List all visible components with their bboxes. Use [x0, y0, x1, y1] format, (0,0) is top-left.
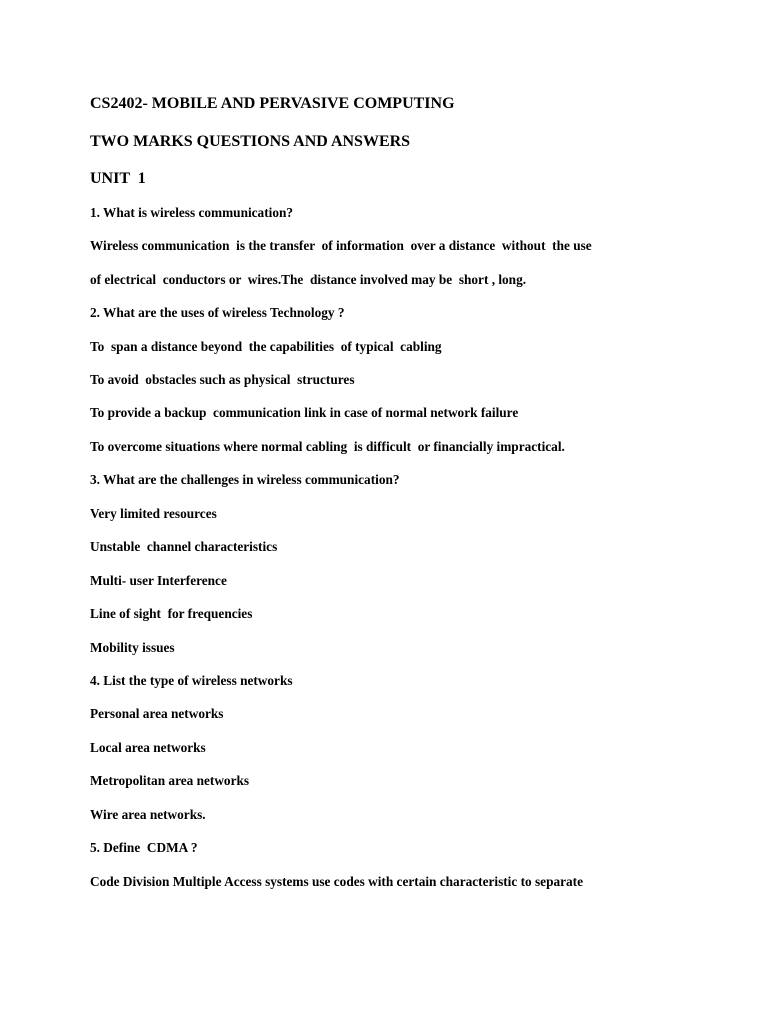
answer-2-line-2: To avoid obstacles such as physical structures: [90, 372, 355, 387]
question-5: 5. Define CDMA ?: [90, 840, 198, 855]
question-4: 4. List the type of wireless networks: [90, 673, 293, 688]
answer-3-line-4: Line of sight for frequencies: [90, 606, 253, 621]
question-3: 3. What are the challenges in wireless communication?: [90, 472, 400, 487]
answer-2-line-4: To overcome situations where normal cabling is difficult or financially impractical.: [90, 439, 565, 454]
document-subtitle: TWO MARKS QUESTIONS AND ANSWERS: [90, 133, 411, 150]
answer-1-line-2: of electrical conductors or wires.The distance involved may be short , long.: [90, 272, 527, 287]
answer-3-line-5: Mobility issues: [90, 640, 175, 655]
answer-4-line-4: Wire area networks.: [90, 807, 206, 822]
answer-3-line-3: Multi- user Interference: [90, 573, 227, 588]
answer-2-line-3: To provide a backup communication link in case of normal network failure: [90, 405, 519, 420]
question-1: 1. What is wireless communication?: [90, 205, 294, 220]
answer-4-line-1: Personal area networks: [90, 706, 224, 721]
answer-3-line-2: Unstable channel characteristics: [90, 539, 278, 554]
answer-2-line-1: To span a distance beyond the capabilities of typical cabling: [90, 339, 442, 354]
answer-4-line-3: Metropolitan area networks: [90, 773, 250, 788]
document-title: CS2402- MOBILE AND PERVASIVE COMPUTING: [90, 95, 455, 112]
answer-4-line-2: Local area networks: [90, 740, 206, 755]
answer-5-line-1: Code Division Multiple Access systems use codes with certain characteristic to separate: [90, 874, 584, 889]
unit-heading: UNIT 1: [90, 170, 146, 187]
answer-1-line-1: Wireless communication is the transfer of information over a distance without the use: [90, 238, 592, 253]
answer-3-line-1: Very limited resources: [90, 506, 217, 521]
question-2: 2. What are the uses of wireless Technology ?: [90, 305, 345, 320]
